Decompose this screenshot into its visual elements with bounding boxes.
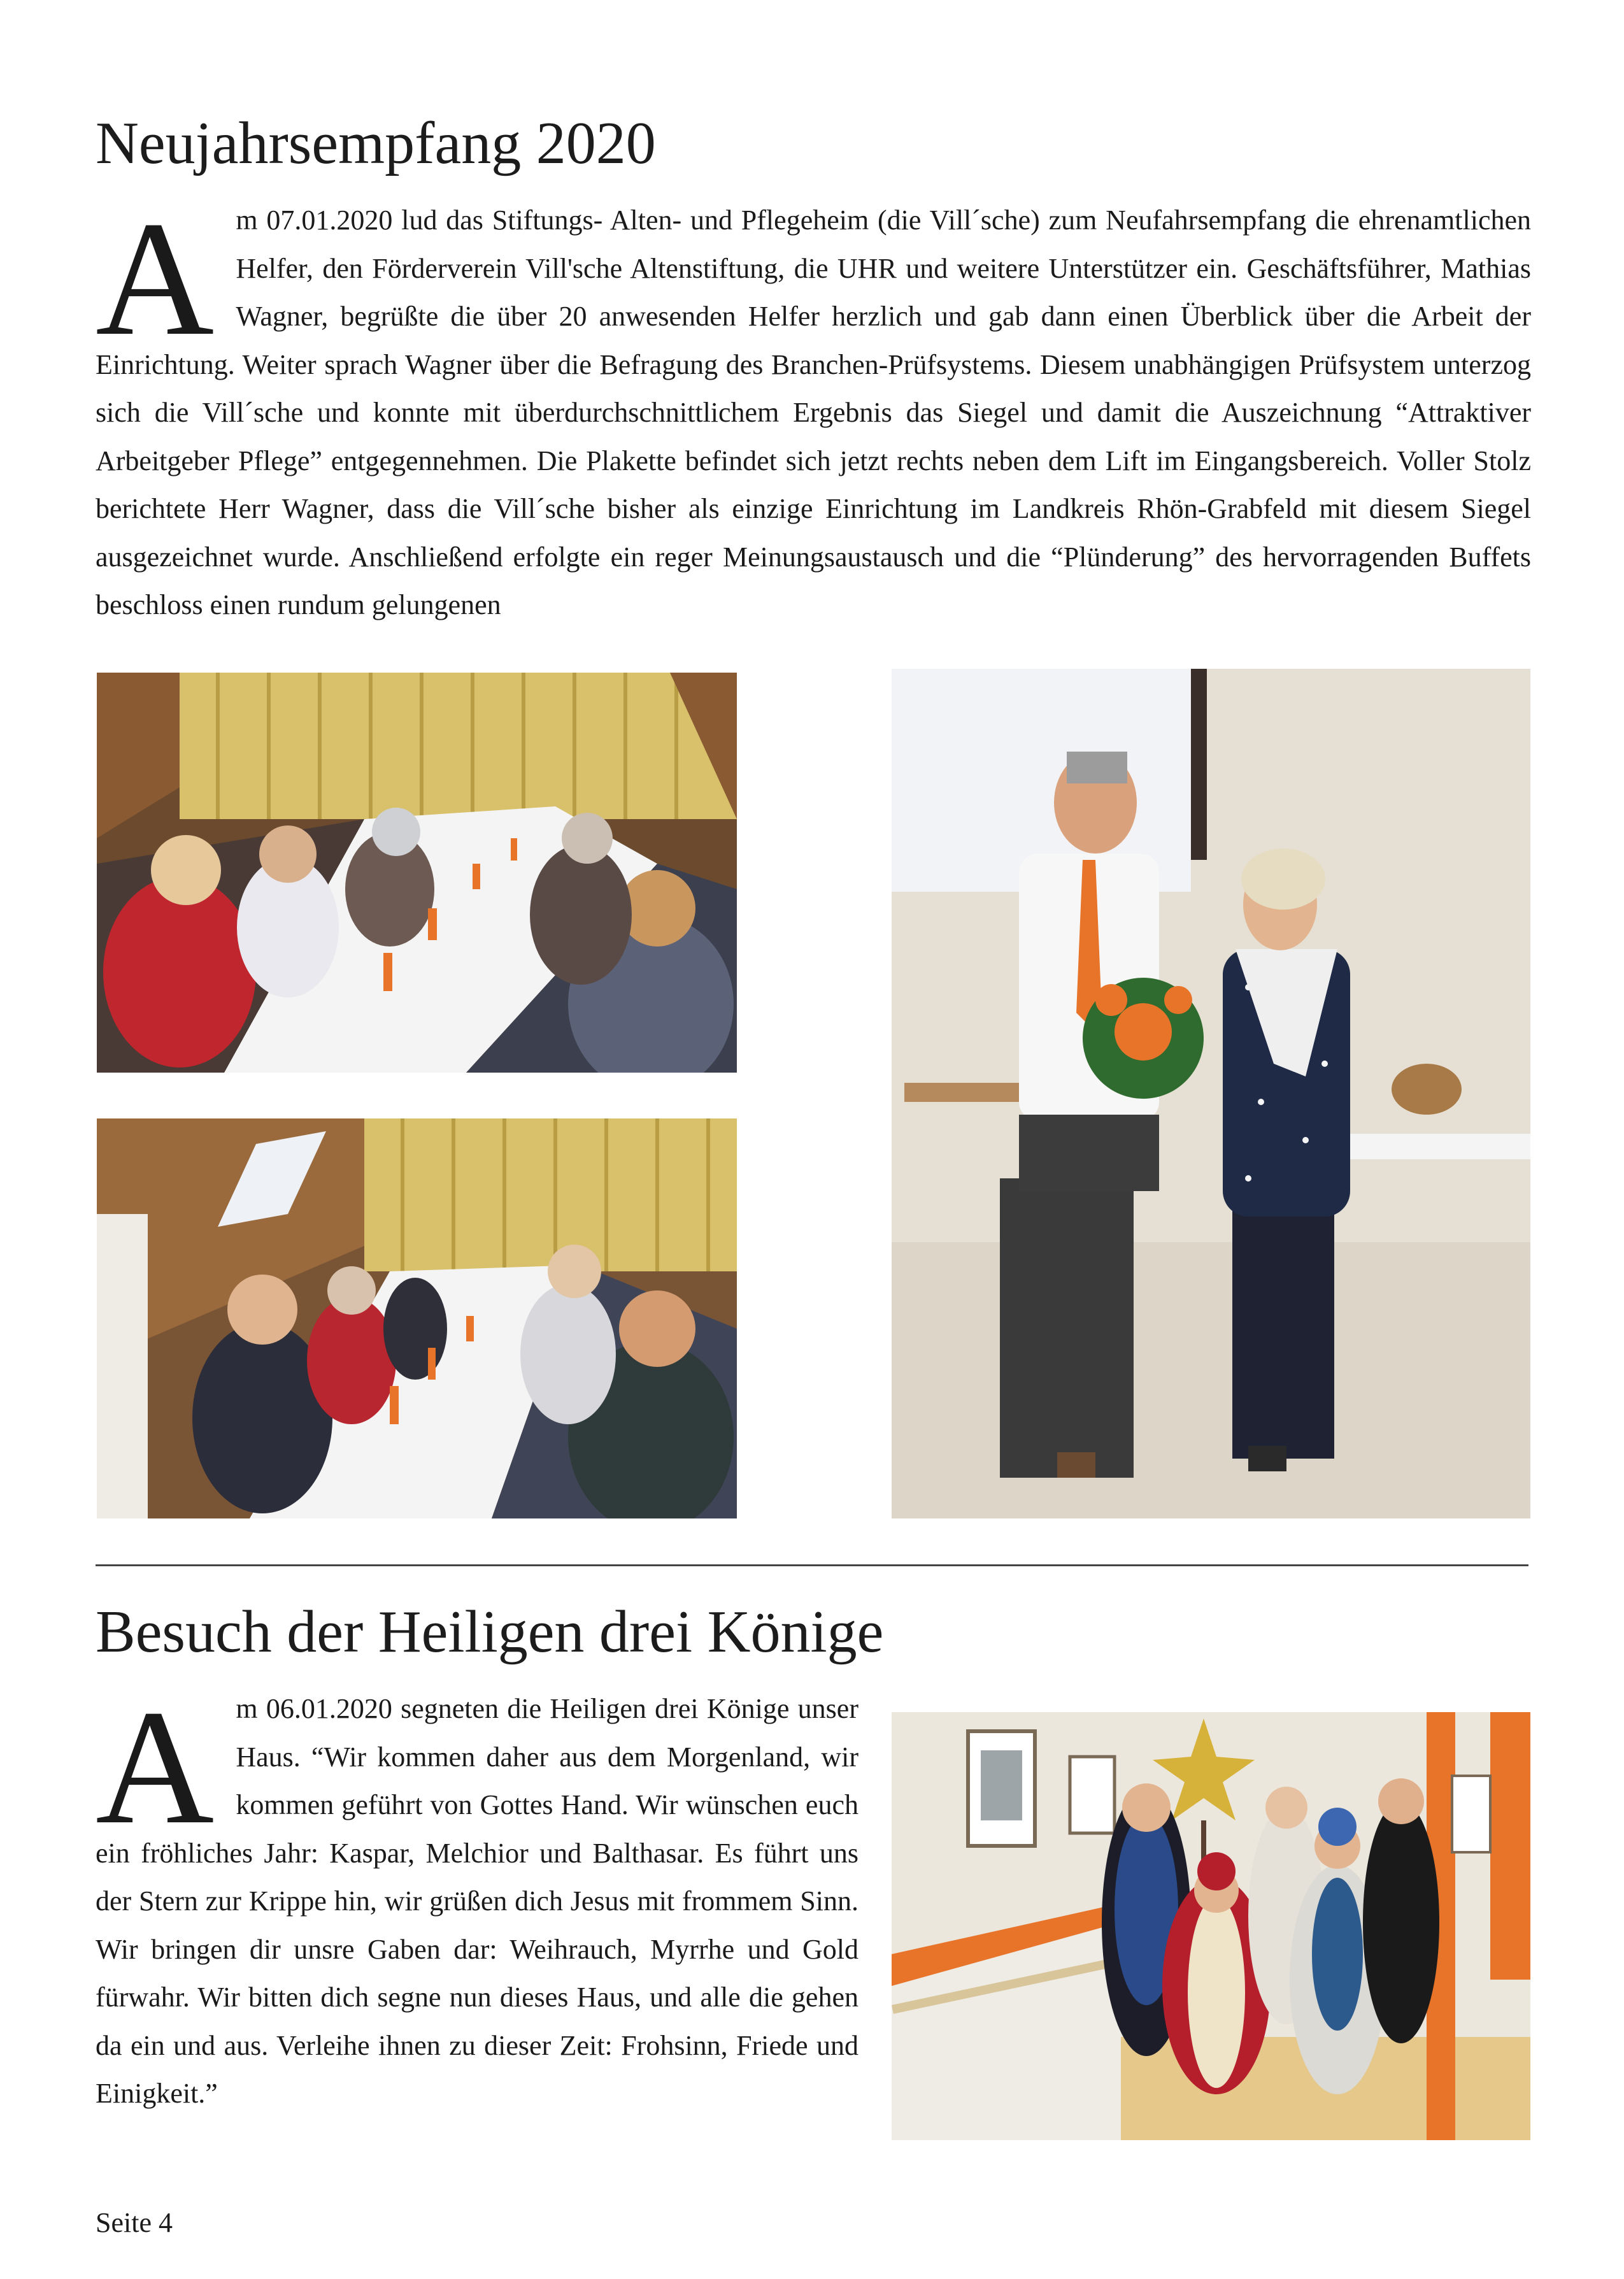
photo-flower-handover — [892, 669, 1530, 1518]
photo-reception-table-right — [97, 1118, 737, 1518]
photo-reception-table-left — [97, 673, 737, 1073]
section2-dropcap: A — [96, 1676, 215, 1858]
section2-text: m 06.01.2020 segneten die Heiligen drei Könige unser Haus. “Wir kommen daher aus dem Morgenland, wir kommen geführt von Gottes Hand. Wir wünschen euch ein fröhliches Jahr: Kaspar, Melchior und Balthasar. Es führt uns der Stern zur Krippe hin, wir grüßen dich Jesus mit frommem Sinn. Wir bringen dir unsre Gaben dar: Weihrauch, Myrrhe und Gold fürwahr. Wir bitten dich segne nun dieses Haus, und alle die gehen da ein und aus. Verleihe ihnen zu dieser Zeit: Frohsinn, Friede und Einigkeit.” — [96, 1693, 858, 2109]
section-divider — [96, 1564, 1528, 1566]
section1-title: Neujahrsempfang 2020 — [96, 110, 656, 176]
section2-paragraph — [96, 1676, 858, 2118]
section1-dropcap: A — [96, 187, 215, 369]
photo-star-singers — [892, 1712, 1530, 2140]
section1-text: m 07.01.2020 lud das Stiftungs- Alten- und Pflegeheim (die Vill´sche) zum Neufahrsempfang die ehrenamtlichen Helfer, den Förderverein Vill'sche Altenstiftung, die UHR und weitere Unterstützer ein. Geschäftsführer, Mathias Wagner, begrüßte die über 20 anwesenden Helfer herzlich und gab dann einen Überblick über die Arbeit der Einrichtung. Weiter sprach Wagner über die Befragung des Branchen-Prüfsystems. Diesem unabhängigen Prüfsystem unterzog sich die Vill´sche und konnte mit überdurchschnittlichem Ergebnis das Siegel und damit die Auszeichnung “Attraktiver Arbeitgeber Pflege” entgegennehmen. Die Plakette befindet sich jetzt rechts neben dem Lift im Eingangsbereich. Voller Stolz berichtete Herr Wagner, dass die Vill´sche bisher als einzige Einrichtung im Landkreis Rhön-Grabfeld mit diesem Siegel ausgezeichnet wurde. Anschließend erfolgte ein reger Meinungsaustausch und die “Plünderung” des hervorragenden Buffets beschloss einen rundum gelungenen — [96, 204, 1531, 620]
section1-paragraph — [96, 187, 1531, 629]
section2-title: Besuch der Heiligen drei Könige — [96, 1599, 884, 1665]
page-number: Seite 4 — [96, 2207, 173, 2238]
